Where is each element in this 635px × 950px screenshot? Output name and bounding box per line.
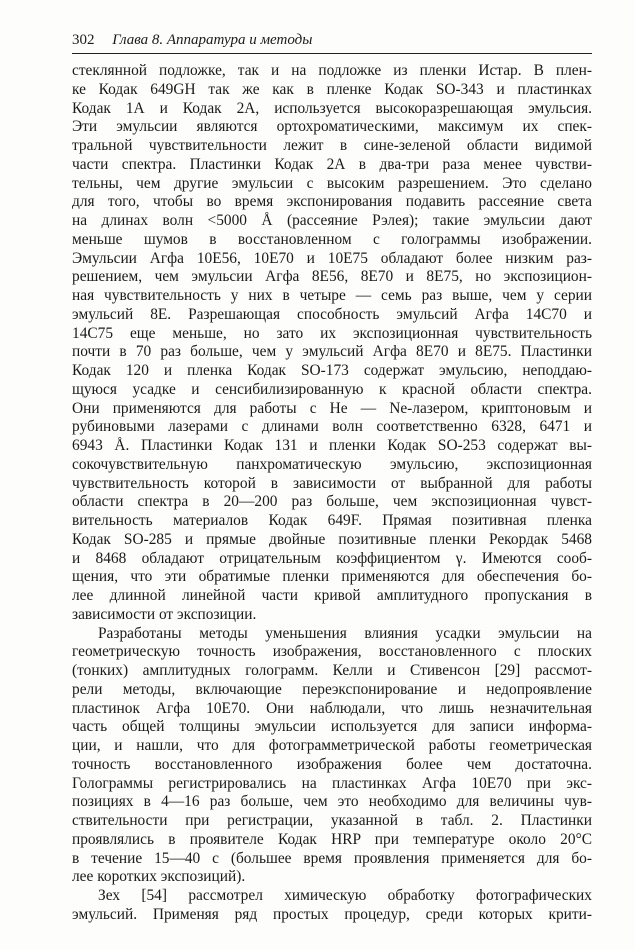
text-line: стеклянной подложке, так и на подложке из пленки Истар. В плен- <box>72 62 592 79</box>
text-line: Кодак 120 и пленка Кодак SO-173 содержат эмульсию, неподдаю- <box>72 362 592 379</box>
header-divider <box>72 53 592 54</box>
text-line: Зех [54] рассмотрел химическую обработку фотографических <box>98 887 592 904</box>
text-line: щуюся усадке и сенсибилизированную к красной области спектра. <box>72 380 592 398</box>
text-line: геометрическую точность изображения, восстановленного с плоских <box>72 643 592 661</box>
text-line: Эмульсии Агфа 10Е56, 10Е70 и 10Е75 обладают более низким раз- <box>72 249 592 267</box>
page-number: 302 <box>72 32 95 48</box>
chapter-title: Глава 8. Аппаратура и методы <box>112 32 313 48</box>
text-line: сокочувствительную панхроматическую эмульсию, экспозиционная <box>72 455 592 473</box>
text-line: ке Кодак 649GH так же как в пленке Кодак SO-343 и пластинках <box>72 80 592 98</box>
text-line: точность восстановленного изображения более чем достаточна. <box>72 755 592 773</box>
text-line: рубиновыми лазерами с длинами волн соответственно 6328, 6471 и <box>72 418 592 436</box>
text-line: проявлялись в проявителе Кодак HRP при температуре около 20°С <box>72 830 592 848</box>
text-line: Кодак SO-285 и прямые двойные позитивные пленки Рекордак 5468 <box>72 530 592 548</box>
text-line: 14С75 еще меньше, но зато их экспозиционная чувствительность <box>72 324 592 342</box>
text-line: Эти эмульсии являются ортохроматическими, максимум их спек- <box>72 118 592 136</box>
text-line: часть общей толщины эмульсии используется для записи информа- <box>72 718 592 736</box>
text-line: лее коротких экспозиций). <box>72 868 246 886</box>
text-line: меньше шумов в восстановленном с голограммы изображении. <box>72 230 592 248</box>
text-line: тельны, чем другие эмульсии с высоким разрешением. Это сделано <box>72 174 592 192</box>
text-line: почти в 70 раз больше, чем у эмульсий Агфа 8Е70 и 8Е75. Пластинки <box>72 343 592 361</box>
text-line: пластинок Агфа 10Е70. Они наблюдали, что лишь незначительная <box>72 699 592 717</box>
text-line: позициях в 4—16 раз больше, чем это необходимо для величины чув- <box>72 793 592 811</box>
text-line: Кодак 1А и Кодак 2А, используется высокоразрешающая эмульсия. <box>72 99 592 117</box>
body-text <box>72 62 592 925</box>
text-line: лее длинной линейной части кривой амплитудного пропускания в <box>72 587 592 604</box>
text-line: 6943 Å. Пластинки Кодак 131 и пленки Кодак SO-253 содержат вы- <box>72 437 592 454</box>
text-line: эмульсий. Применяя ряд простых процедур, среди которых крити- <box>72 905 592 923</box>
text-line: области спектра в 20—200 раз больше, чем экспозиционная чувст- <box>72 493 592 511</box>
text-line: в течение 15—40 с (большее время проявления применяется для бо- <box>72 849 592 867</box>
text-line: тральной чувствительности лежит в сине-зеленой области видимой <box>72 137 592 154</box>
text-line: на длинах волн <5000 Å (рассеяние Рэлея); такие эмульсии дают <box>72 212 592 229</box>
text-line: и 8468 обладают отрицательным коэффициентом γ. Имеются сооб- <box>72 549 592 567</box>
text-line: Разработаны методы уменьшения влияния усадки эмульсии на <box>98 624 592 642</box>
text-line: чувствительность которой в зависимости от выбранной для работы <box>72 474 592 492</box>
text-line: щения, что эти обратимые пленки применяются для обеспечения бо- <box>72 568 592 586</box>
text-line: ствительности при регистрации, указанной в табл. 2. Пластинки <box>72 812 592 829</box>
text-line: ции, и нашли, что для фотограмметрической работы геометрическая <box>72 737 592 754</box>
text-line: для того, чтобы во время экспонирования подавить рассеяние света <box>72 193 592 211</box>
text-line: зависимости от экспозиции. <box>72 605 257 623</box>
text-line: эмульсий 8Е. Разрешающая способность эмульсий Агфа 14С70 и <box>72 305 592 323</box>
text-line: (тонких) амплитудных голограмм. Келли и Стивенсон [29] рассмот- <box>72 662 592 679</box>
text-line: рели методы, включающие переэкспонирование и недопроявление <box>72 680 592 698</box>
text-line: Они применяются для работы с He — Ne-лазером, криптоновым и <box>72 399 592 417</box>
text-line: вительность материалов Кодак 649F. Прямая позитивная пленка <box>72 512 592 529</box>
text-line: части спектра. Пластинки Кодак 2А в два-три раза менее чувстви- <box>72 155 592 173</box>
running-header <box>72 30 592 52</box>
text-line: решением, чем эмульсии Агфа 8Е56, 8Е70 и 8Е75, но экспозицион- <box>72 268 592 286</box>
text-line: Голограммы регистрировались на пластинках Агфа 10Е70 при экс- <box>72 774 592 792</box>
text-line: ная чувствительность у них в четыре — семь раз выше, чем у серии <box>72 287 592 304</box>
